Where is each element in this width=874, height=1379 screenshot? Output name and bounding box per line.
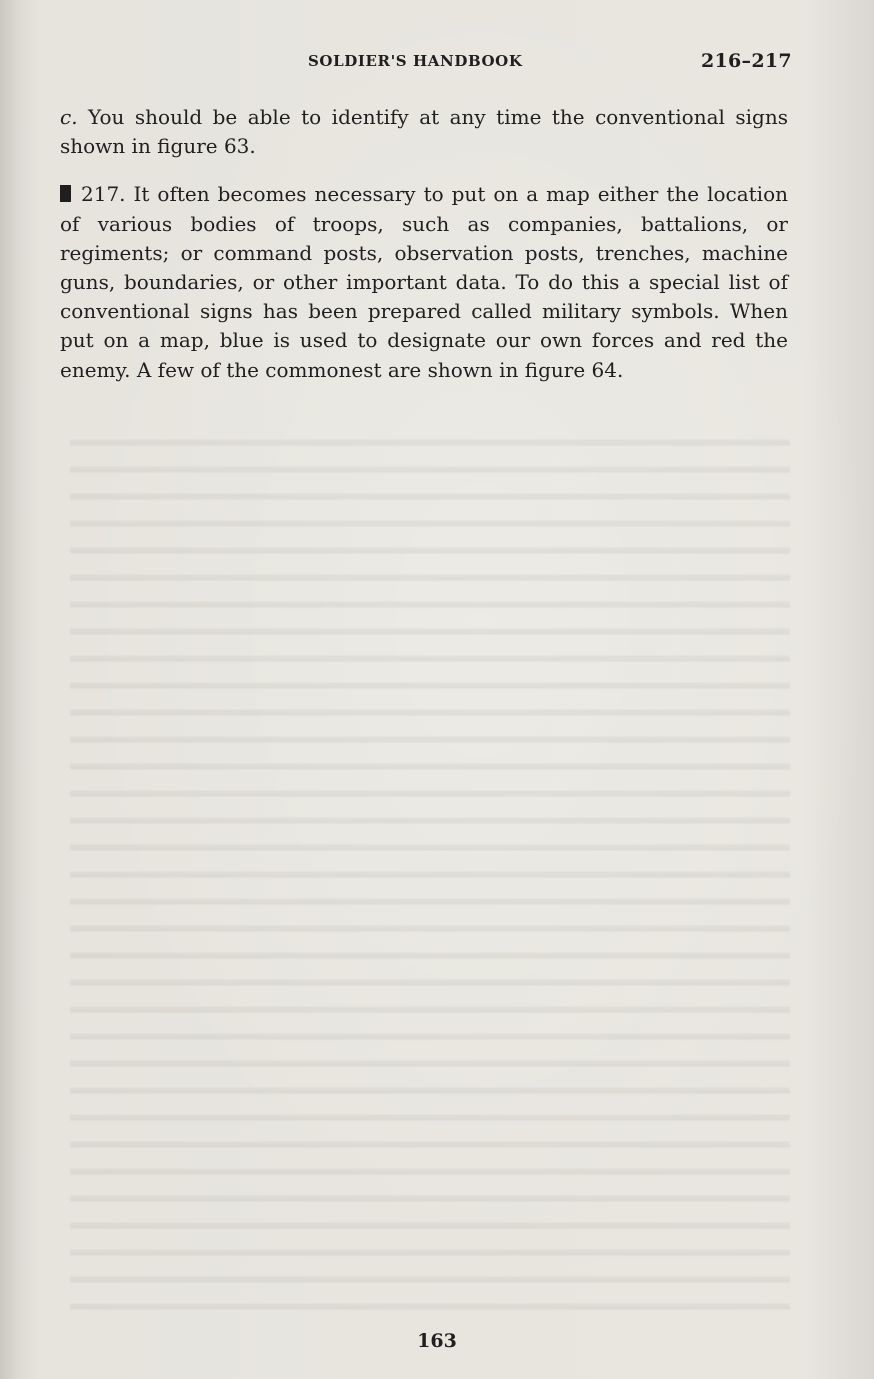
section-marker-icon (60, 185, 71, 202)
paragraph-217-text: 217. It often becomes necessary to put on a map either the location of various bodies of troops, such as companies, battalions, or regiments; or command posts, observation posts, trenches, machine guns, boundaries, or other important data. To do this a special list of conventional signs has been prepared called military symbols. When put on a map, blue is used to designate our own forces and red the enemy. A few of the commonest are shown in figure 64. (60, 182, 788, 382)
paragraph-c (60, 103, 788, 161)
page-body (60, 103, 788, 385)
paragraph-217 (60, 180, 788, 384)
running-head (0, 50, 874, 74)
paragraph-c-lead: c. (60, 105, 78, 129)
running-head-title: SOLDIER'S HANDBOOK (308, 52, 523, 70)
running-head-page-range: 216–217 (701, 50, 792, 72)
paragraph-c-text: You should be able to identify at any time the conventional signs shown in figure 63. (60, 105, 788, 159)
page-number: 163 (417, 1330, 457, 1352)
show-through-text (70, 425, 790, 1325)
